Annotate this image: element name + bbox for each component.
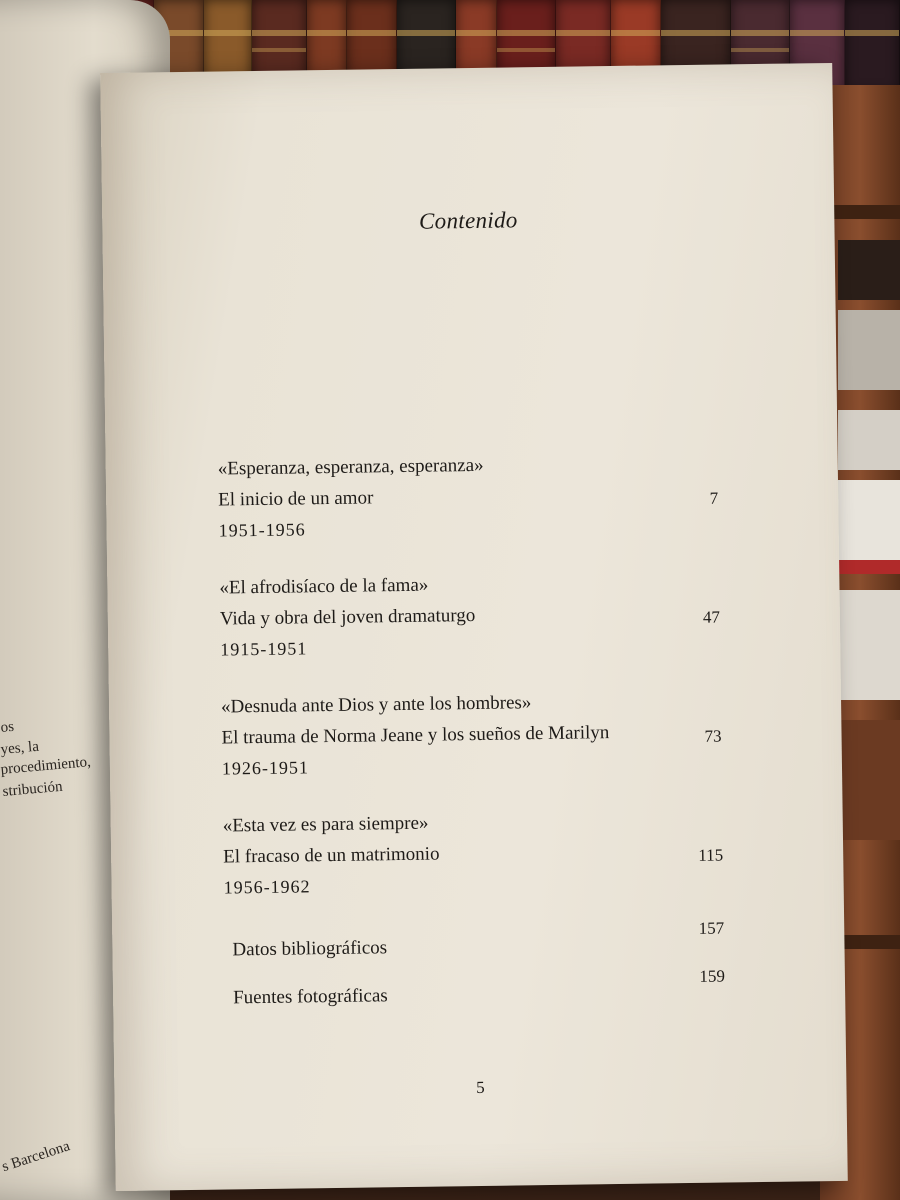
entry-quote: «Desnuda ante Dios y ante los hombres» (220, 692, 532, 718)
shelf-object (838, 410, 900, 470)
toc-entry (218, 447, 719, 547)
entry-page-number: 157 (698, 918, 725, 938)
toc-entry (219, 566, 720, 666)
entry-subtitle: El inicio de un amor (218, 487, 374, 511)
entry-label: Fuentes fotográficas (233, 985, 388, 1009)
entry-page-number: 47 (702, 607, 721, 627)
folio: 5 (476, 1077, 485, 1098)
left-page-text: yes, la (0, 738, 40, 758)
page-title: Contenido (418, 207, 518, 234)
entry-subtitle: El fracaso de un matrimonio (223, 843, 440, 868)
book-page (100, 63, 848, 1191)
toc-entry (221, 685, 722, 785)
toc-entry (223, 804, 724, 904)
entry-years: 1951-1956 (218, 519, 306, 541)
entry-quote: «El afrodisíaco de la fama» (219, 574, 429, 599)
entry-years: 1956-1962 (223, 876, 311, 898)
entry-page-number: 115 (698, 845, 724, 865)
entry-subtitle: Vida y obra del joven dramaturgo (219, 604, 476, 630)
toc-entry (225, 966, 726, 1009)
shelf-object (838, 560, 900, 574)
entry-page-number: 7 (709, 488, 719, 508)
shelf-object (838, 310, 900, 390)
shelf-object (838, 240, 900, 300)
entry-quote: «Esperanza, esperanza, esperanza» (217, 454, 484, 480)
shelf-object (838, 480, 900, 570)
toc-entry (224, 918, 725, 961)
table-of-contents (218, 447, 726, 1026)
shelf-object (838, 720, 900, 840)
entry-years: 1915-1951 (220, 638, 308, 660)
left-page-text: stribución (2, 778, 64, 800)
entry-label: Datos bibliográficos (232, 937, 388, 961)
entry-years: 1926-1951 (221, 757, 310, 779)
left-page-text: s Barcelona (0, 1138, 72, 1176)
entry-quote: «Esta vez es para siempre» (222, 812, 429, 837)
shelf-object (838, 590, 900, 700)
book-spine (845, 0, 900, 92)
entry-subtitle: El trauma de Norma Jeane y los sueños de Marilyn (221, 722, 610, 749)
shelf-objects (838, 240, 900, 940)
entry-page-number: 159 (699, 966, 726, 986)
left-page-text: os (0, 718, 15, 736)
entry-page-number: 73 (704, 726, 722, 746)
left-page-text: procedimiento, (0, 754, 92, 778)
